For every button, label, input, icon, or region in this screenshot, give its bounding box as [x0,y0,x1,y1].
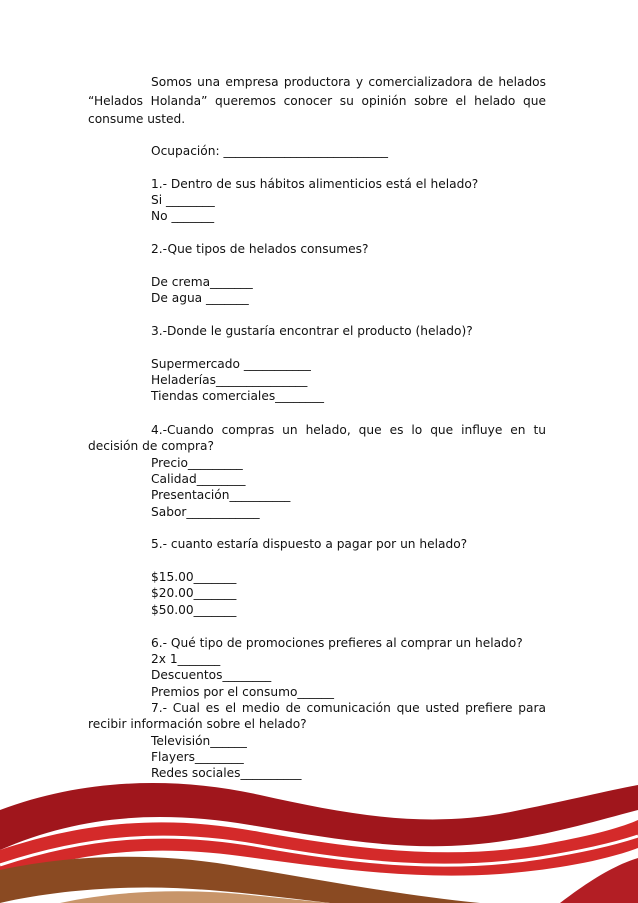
question-7-line-1: 7.- Cual es el medio de comunicación que usted prefiere para [151,701,546,715]
q6-option-2x1[interactable]: 2x 1_______ [151,652,221,666]
q2-option-crema[interactable]: De crema_______ [151,275,253,289]
q4-option-precio[interactable]: Precio_________ [151,456,243,470]
question-4-line-2: decisión de compra? [88,439,214,453]
question-5: 5.- cuanto estaría dispuesto a pagar por un helado? [151,537,468,551]
q3-option-heladerias[interactable]: Heladerías_______________ [151,373,308,387]
q6-option-descuentos[interactable]: Descuentos________ [151,668,272,682]
occupation-field[interactable]: Ocupación: ___________________________ [151,144,389,158]
q1-option-no[interactable]: No _______ [151,209,215,223]
question-3: 3.-Donde le gustaría encontrar el producto (helado)? [151,324,473,338]
q5-option-20[interactable]: $20.00_______ [151,586,237,600]
question-2: 2.-Que tipos de helados consumes? [151,242,369,256]
question-4-line-1: 4.-Cuando compras un helado, que es lo que influye en tu [151,423,546,437]
q7-option-redes[interactable]: Redes sociales__________ [151,766,302,780]
q1-option-si[interactable]: Si ________ [151,193,215,207]
question-6: 6.- Qué tipo de promociones prefieres al comprar un helado? [151,636,523,650]
q4-option-calidad[interactable]: Calidad________ [151,472,246,486]
q2-option-agua[interactable]: De agua _______ [151,291,249,305]
q7-option-flayers[interactable]: Flayers________ [151,750,244,764]
q5-option-50[interactable]: $50.00_______ [151,603,237,617]
q5-option-15[interactable]: $15.00_______ [151,570,237,584]
q4-option-sabor[interactable]: Sabor____________ [151,505,260,519]
question-7-line-2: recibir información sobre el helado? [88,717,307,731]
intro-line-1: Somos una empresa productora y comercializadora de helados [151,75,546,89]
q3-option-tiendas[interactable]: Tiendas comerciales________ [151,389,324,403]
question-1: 1.- Dentro de sus hábitos alimenticios está el helado? [151,177,479,191]
q4-option-presentacion[interactable]: Presentación__________ [151,488,291,502]
q3-option-supermercado[interactable]: Supermercado ___________ [151,357,311,371]
q7-option-television[interactable]: Televisión______ [151,734,247,748]
intro-line-2: “Helados Holanda” queremos conocer su opinión sobre el helado que [88,94,546,108]
intro-line-3: consume usted. [88,112,186,126]
q6-option-premios[interactable]: Premios por el consumo______ [151,685,334,699]
footer-wave-decoration [0,770,638,903]
